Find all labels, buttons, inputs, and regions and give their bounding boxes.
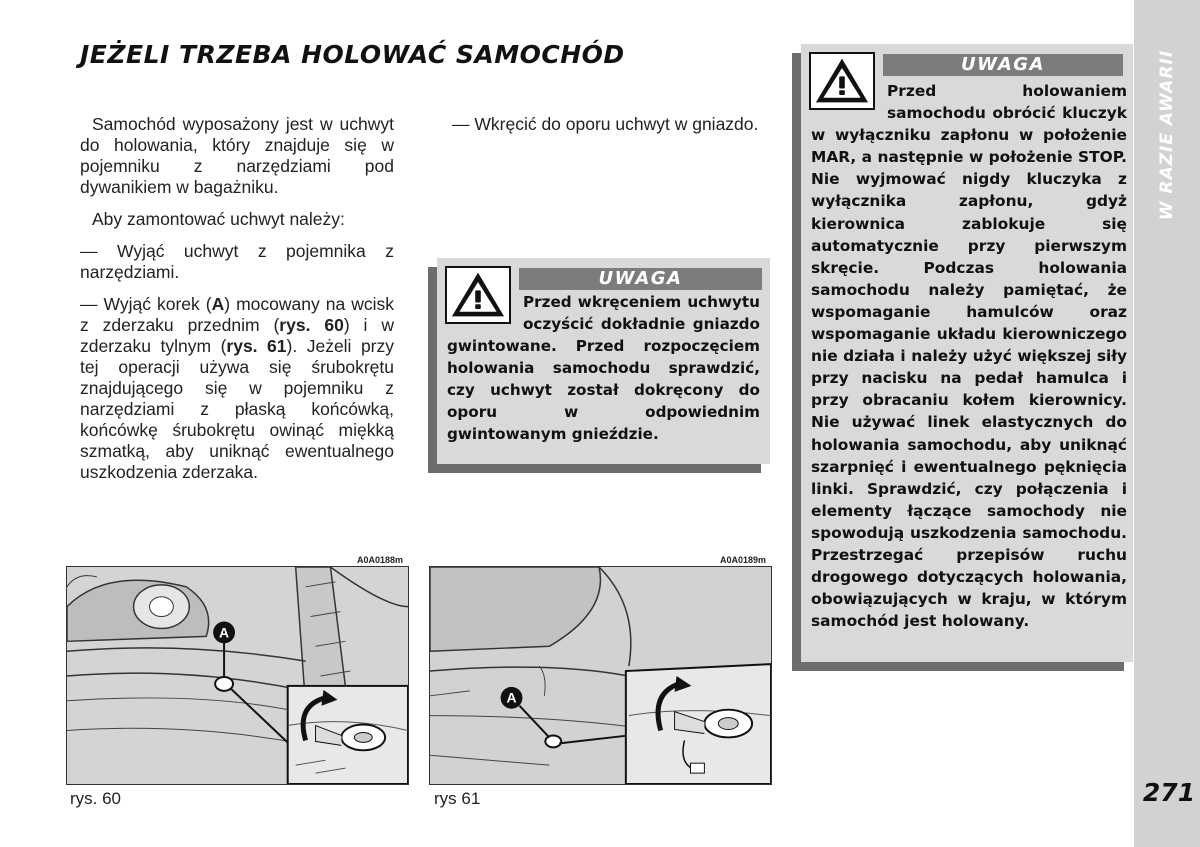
step-text: ) i w zderzaku tylnym ( — [80, 315, 394, 356]
figure-rear-bumper — [429, 566, 772, 785]
step-screw-hook: — Wkręcić do oporu uchwyt w gniazdo. — [452, 114, 759, 134]
figure-caption: rys 61 — [434, 789, 481, 808]
figure-caption: rys. 60 — [70, 789, 122, 808]
warning-body: Przed wkręceniem uchwytu oczyścić dokładnie gniazdo gwintowane. Przed rozpoczęciem holowania samochodu sprawdzić, czy uchwyt został dokręcony do oporu w odpowiednim gwintowanym gnieździe. — [447, 293, 760, 443]
warning-heading: UWAGA — [519, 268, 762, 290]
step-remove-hook: — Wyjąć uchwyt z pojemnika z narzędziami. — [80, 241, 394, 282]
warning-body: Przed holowaniem samochodu obrócić kluczyk w wyłączniku zapłonu w położenie MAR, a następnie w położenie STOP. Nie wyjmować nigdy kluczyka z wyłącznika zapłonu, gdyż kierownica zablokuje się automatycznie przy pierwszym skręcie. Podczas holowania samochodu należy pamiętać, że wspomaganie hamulców oraz wspomaganie układu kierowniczego nie działa i należy użyć większej siły przy nacisku na pedał hamulca i przy obracaniu kołem kierownicy. Nie używać linek elastycznych do holowania samochodu, aby uniknąć szarpnięć i ewentualnego pęknięcia linki. Sprawdzić, czy połączenia i elementy łączące samochody nie spowodują uszkodzenia samochodu. Przestrzegać przepisów ruchu drogowego dotyczących holowania, obowiązujących w kraju, w którym samochód jest holowany. — [811, 82, 1127, 631]
figure-ref-60: rys. 60 — [279, 315, 344, 335]
paragraph-intro: Samochód wyposażony jest w uchwyt do holowania, który znajduje się w pojemniku z narzędziami pod dywanikiem w bagażniku. — [80, 114, 394, 197]
instructions-column-left — [80, 114, 394, 494]
instructions-column-right — [452, 114, 782, 146]
page-title: JEŻELI TRZEBA HOLOWAĆ SAMOCHÓD — [80, 40, 625, 69]
warning-heading: UWAGA — [883, 54, 1123, 76]
callout-ref: A — [211, 294, 225, 314]
figure-ref-61: rys. 61 — [226, 336, 287, 356]
warning-text — [811, 80, 1127, 632]
figure-code: A0A0189m — [720, 555, 767, 565]
section-label: W RAZIE AWARII — [1157, 49, 1177, 221]
page-number: 271 — [1142, 778, 1196, 807]
paragraph-steps-lead: Aby zamontować uchwyt należy: — [92, 209, 345, 229]
step-text: ) mocowany na wcisk z zderzaku przednim ( — [80, 294, 394, 335]
callout-a: A — [506, 689, 517, 706]
figure-code: A0A0188m — [357, 555, 404, 565]
warning-box-large — [801, 44, 1133, 662]
step-text: — Wyjąć korek ( — [80, 294, 212, 314]
callout-a: A — [219, 624, 230, 641]
warning-text — [447, 291, 760, 445]
figure-front-bumper — [66, 566, 409, 785]
step-remove-plug — [80, 294, 394, 483]
warning-box-small — [437, 258, 770, 464]
step-text: ). Jeżeli przy tej operacji używa się śrubokrętu znajdującego się w pojemniku z narzędziami z płaską końcówką, końcówkę śrubokrętu owinąć miękką szmatką, aby uniknąć ewentualnego uszkodzenia zderzaka. — [80, 336, 395, 482]
